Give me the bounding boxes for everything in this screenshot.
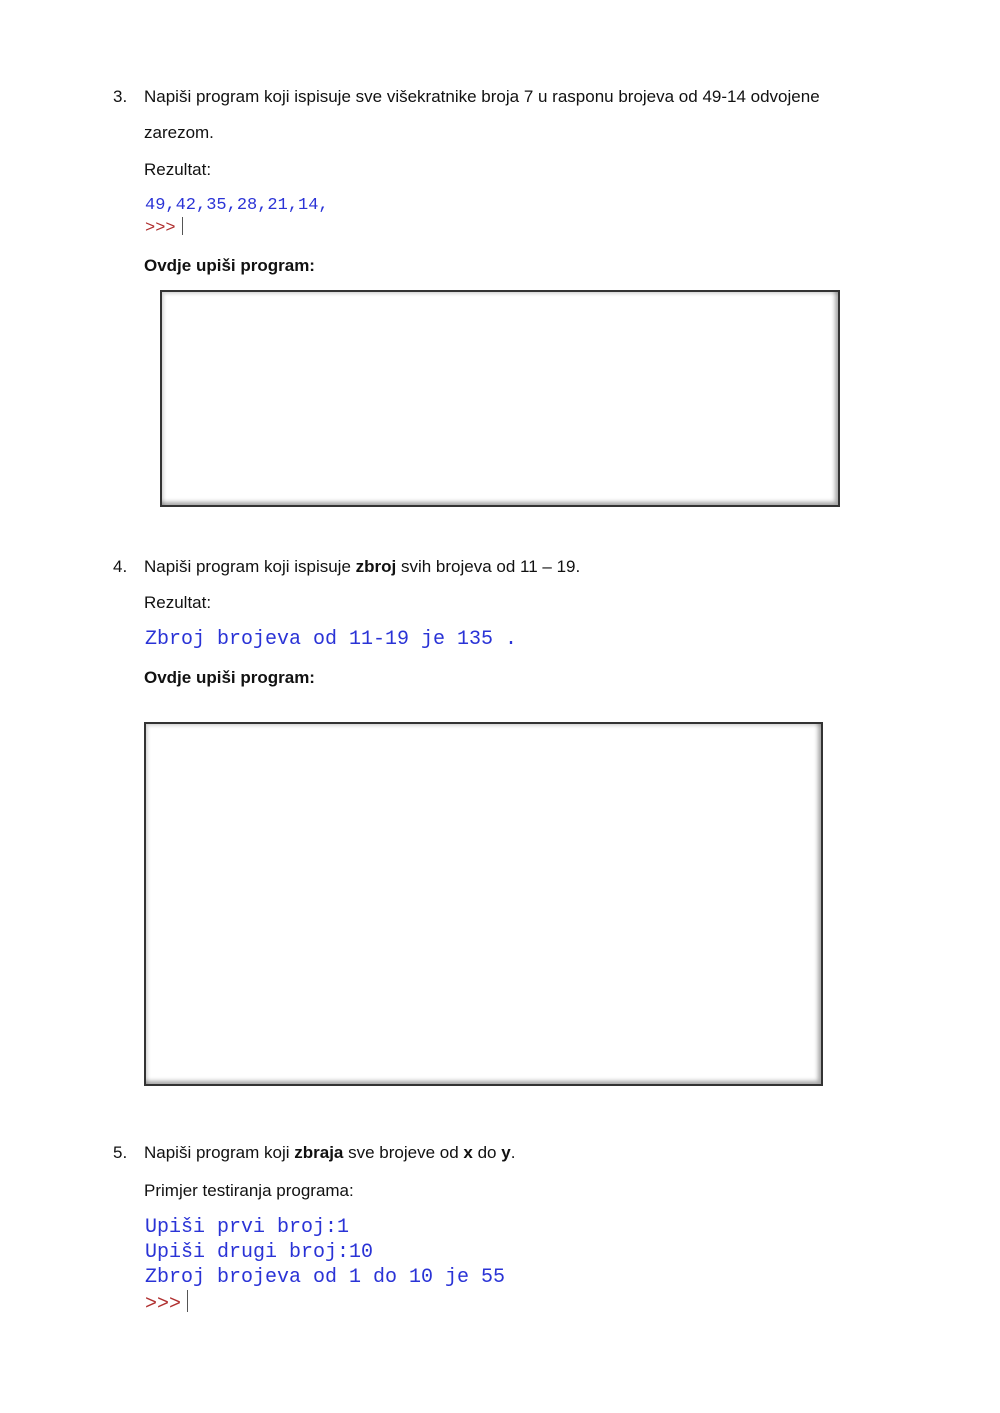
task4-text-b: svih brojeva od 11 – 19. xyxy=(396,557,581,576)
task5-output xyxy=(145,1215,505,1317)
task5-text-d: . xyxy=(510,1143,516,1162)
task4-write-label: Ovdje upiši program: xyxy=(144,668,315,687)
task5-prompt: >>> xyxy=(145,1293,182,1316)
task5-text-a: Napiši program koji xyxy=(144,1143,295,1162)
task3-write-label: Ovdje upiši program: xyxy=(144,256,315,275)
task5-text-b: sve brojeve od xyxy=(343,1143,464,1162)
task4-answer-box[interactable] xyxy=(144,722,823,1086)
task3-prompt: >>> xyxy=(145,219,176,238)
task5-text xyxy=(144,1143,515,1163)
task5-text-c: do xyxy=(472,1143,502,1162)
task5-output-line3: Zbroj brojeva od 1 do 10 je 55 xyxy=(145,1266,506,1289)
task3-number: 3. xyxy=(113,87,128,106)
task5-text-bold3: y xyxy=(501,1143,511,1162)
task3-result-label: Rezultat: xyxy=(144,160,212,179)
task5-output-line2: Upiši drugi broj:10 xyxy=(145,1241,374,1264)
task5-number: 5. xyxy=(113,1143,128,1162)
task4-text-a: Napiši program koji ispisuje xyxy=(144,557,356,576)
task4-text-bold: zbroj xyxy=(355,557,397,576)
task5-output-line1: Upiši prvi broj:1 xyxy=(145,1216,350,1239)
task3-output-text: 49,42,35,28,21,14, xyxy=(145,196,329,215)
task3-answer-box[interactable] xyxy=(160,290,840,507)
task3-text-line1: Napiši program koji ispisuje sve višekratnike broja 7 u rasponu brojeva od 49-14 odvojene xyxy=(144,87,820,106)
task5-text-bold2: x xyxy=(463,1143,473,1162)
task4-result-label: Rezultat: xyxy=(144,593,212,612)
task5-text-bold1: zbraja xyxy=(294,1143,344,1162)
cursor-icon xyxy=(187,1290,188,1312)
task4-text xyxy=(144,557,580,577)
cursor-icon xyxy=(182,217,183,235)
task3-text-line2: zarezom. xyxy=(144,123,214,142)
task4-output: Zbroj brojeva od 11-19 je 135 . xyxy=(145,628,518,651)
task3-output xyxy=(145,195,329,240)
task4-number: 4. xyxy=(113,557,128,576)
task5-example-label: Primjer testiranja programa: xyxy=(144,1181,354,1200)
